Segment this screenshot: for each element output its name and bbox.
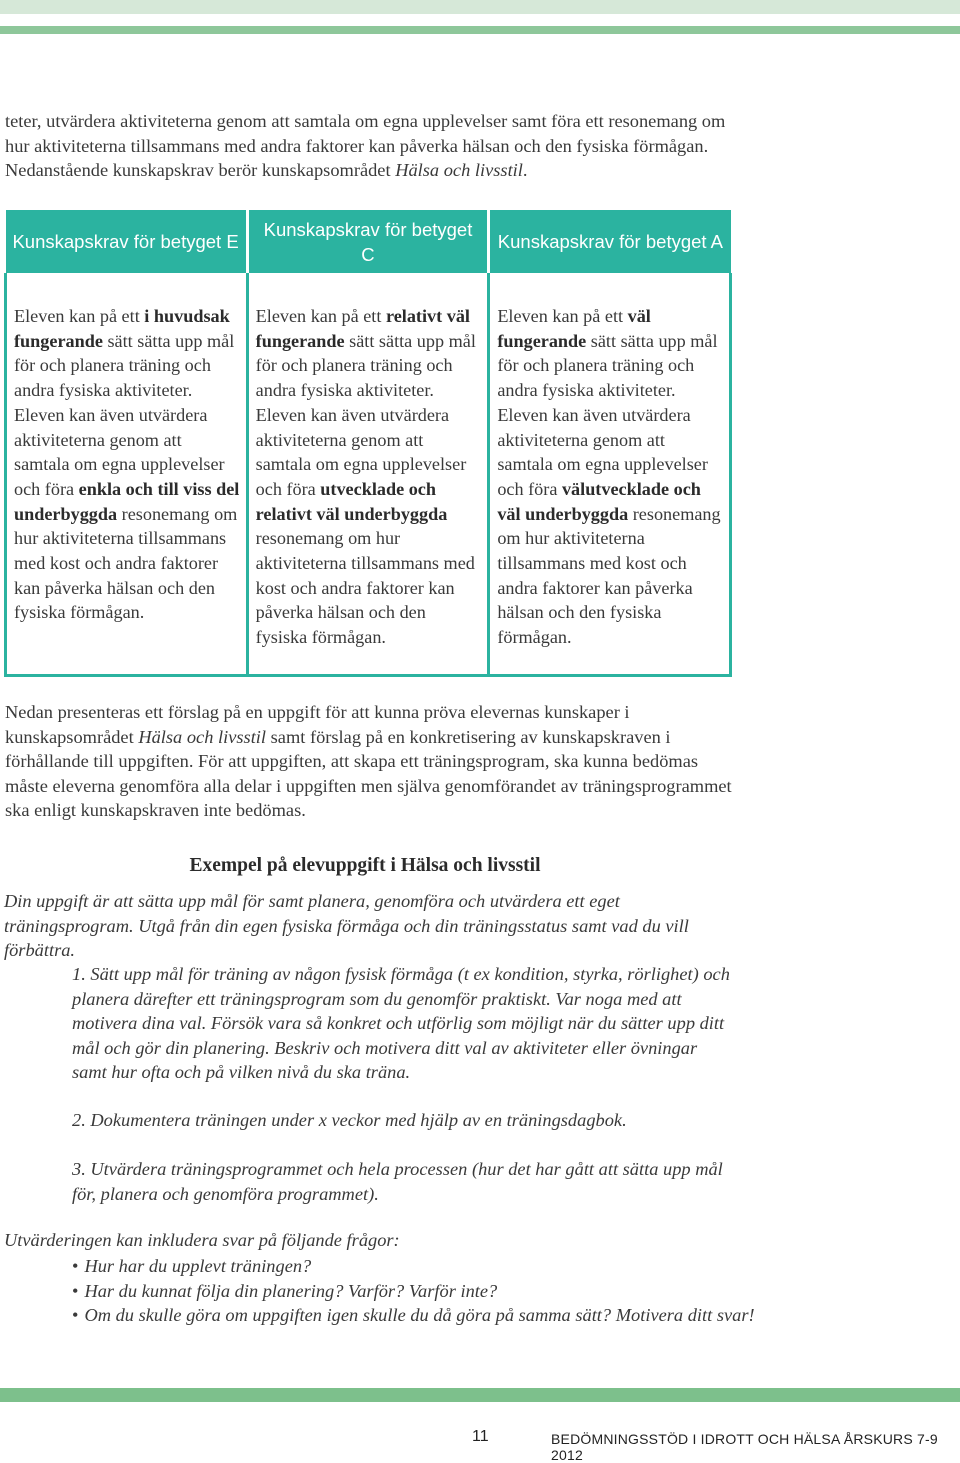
task-step-1: 1. Sätt upp mål för träning av någon fysisk förmåga (t ex kondition, styrka, rörlighet) och planera därefter ett träningsprogram som du genomför praktiskt. Var noga med att motivera dina val. Försök vara så konkret och utförlig som möjligt när du sätter upp ditt mål och gör din planering. Beskriv och motivera ditt val av aktiviteter eller övningar samt hur ofta och på vilken nivå du ska träna.	[72, 964, 730, 1082]
task-step-3: 3. Utvärdera träningsprogrammet och hela processen (hur det har gått att sätta upp mål för, planera och genomföra programmet).	[72, 1159, 723, 1204]
para2-text-a: Nedan presenteras ett förslag på en uppgift för att kunna pröva elevernas kunskaper i kunskapsområdet	[5, 702, 630, 747]
criteria-emphasis: relativt väl fungerande	[255, 306, 470, 351]
intro-area-name: Hälsa och livsstil	[395, 160, 523, 180]
top-decorative-bar	[0, 0, 960, 14]
question-item: • Om du skulle göra om uppgiften igen skulle du då göra på samma sätt? Motivera ditt svar!	[72, 1303, 755, 1328]
para2-area-name: Hälsa och livsstil	[138, 726, 267, 747]
footer-title: BEDÖMNINGSSTÖD I IDROTT OCH HÄLSA ÅRSKURS 7-9 2012	[551, 1431, 938, 1463]
para2-text-b: samt förslag på en konkretisering av kunskapskraven i förhållande till uppgiften. För att uppgiften, att skapa ett träningsprogram, ska kunna bedömas måste eleverna genomföra alla delar i uppgiften men själva genomförandet av träningsprogrammet ska enligt kunskapskraven inte bedömas.	[5, 726, 732, 820]
page-number: 11	[472, 1428, 489, 1445]
task-heading: Exempel på elevuppgift i Hälsa och livsstil	[189, 855, 541, 876]
criteria-grade-a: Eleven kan på ett väl fungerande sätt sätta upp mål för och planera träning och andra fysiska aktiviteter. Eleven kan även utvärdera aktiviteterna genom att samtala om egna upplevelser och föra välutvecklade och väl underbyggda resonemang om hur aktiviteterna tillsammans med kost och andra faktorer kan påverka hälsan och den fysiska förmågan.	[489, 273, 731, 675]
criteria-grade-e: Eleven kan på ett i huvudsak fungerande sätt sätta upp mål för och planera träning och andra fysiska aktiviteter. Eleven kan även utvärdera aktiviteterna genom att samtala om egna upplevelser och föra enkla och till viss del underbyggda resonemang om hur aktiviteterna tillsammans med kost och andra faktorer kan påverka hälsan och den fysiska förmågan.	[6, 273, 248, 675]
criteria-emphasis: utvecklade och relativt väl underbyggda	[255, 478, 448, 524]
header-grade-c: Kunskapskrav för betyget C	[247, 210, 489, 273]
criteria-emphasis: i huvudsak fungerande	[14, 306, 230, 351]
criteria-grade-c: Eleven kan på ett relativt väl fungerande sätt sätta upp mål för och planera träning och andra fysiska aktiviteter. Eleven kan även utvärdera aktiviteterna genom att samtala om egna upplevelser och föra utvecklade och relativt väl underbyggda resonemang om hur aktiviteterna tillsammans med kost och andra faktorer kan påverka hälsan och den fysiska förmågan.	[247, 273, 489, 675]
header-grade-e: Kunskapskrav för betyget E	[6, 210, 248, 273]
criteria-emphasis: enkla och till viss del underbyggda	[14, 478, 240, 524]
grading-criteria-table	[4, 210, 732, 677]
header-grade-a: Kunskapskrav för betyget A	[489, 210, 731, 273]
intro-end: .	[522, 160, 528, 180]
evaluation-questions	[72, 1254, 755, 1328]
task-step-2: 2. Dokumentera träningen under x veckor med hjälp av en träningsdagbok.	[72, 1110, 627, 1130]
task-intro: Din uppgift är att sätta upp mål för samt planera, genomföra och utvärdera ett eget träningsprogram. Utgå från din egen fysiska förmåga och din träningsstatus samt vad du vill förbättra.	[4, 891, 689, 960]
question-item: • Har du kunnat följa din planering? Varför? Varför inte?	[72, 1279, 755, 1304]
evaluation-intro: Utvärderingen kan inkludera svar på följande frågor:	[4, 1230, 400, 1250]
top-accent-bar	[0, 26, 960, 34]
bottom-decorative-bar	[0, 1388, 960, 1402]
question-item: • Hur har du upplevt träningen?	[72, 1254, 755, 1279]
task-description-paragraph	[5, 700, 735, 823]
criteria-emphasis: väl fungerande	[497, 306, 651, 351]
criteria-emphasis: välutvecklade och väl underbyggda	[497, 478, 701, 524]
intro-text: teter, utvärdera aktiviteterna genom att samtala om egna upplevelser samt föra ett resonemang om hur aktiviteterna tillsammans med andra faktorer kan påverka hälsan och den fysiska förmågan. Nedanstående kunskapskrav berör kunskapsområdet	[5, 111, 726, 180]
intro-paragraph	[5, 109, 735, 183]
